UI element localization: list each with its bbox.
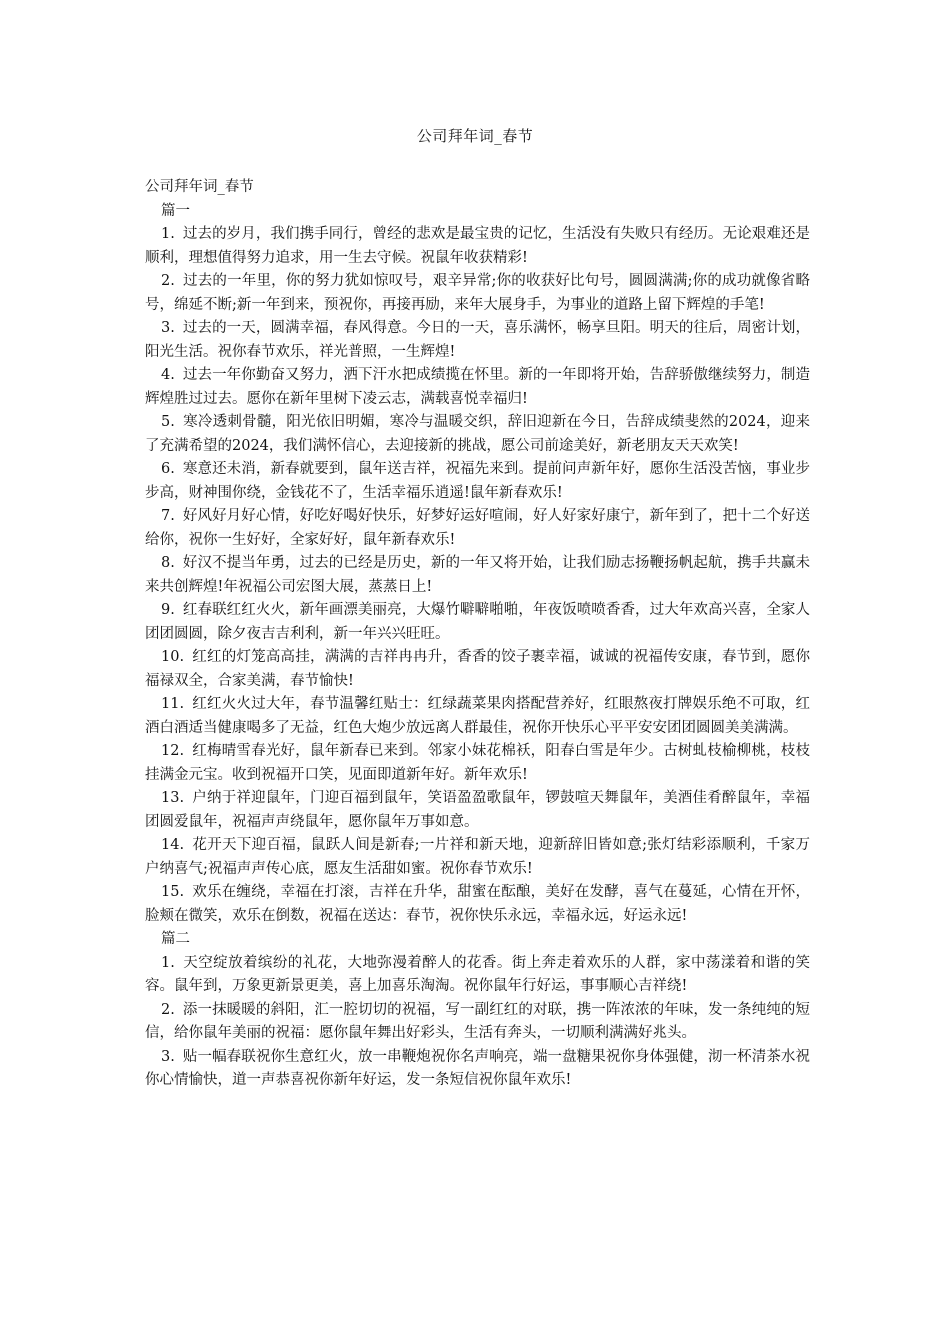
item-number: 9.	[161, 602, 175, 618]
item-number: 3.	[161, 320, 175, 336]
item-text: 贴一幅春联祝你生意红火，放一串鞭炮祝你名声响亮，端一盘糖果祝你身体强健，沏一杯清茶水祝你心情愉快，道一声恭喜祝你新年好运，发一条短信祝你鼠年欢乐!	[145, 1048, 810, 1088]
item-number: 1.	[161, 954, 175, 971]
list-item	[145, 223, 810, 270]
document-title: 公司拜年词_春节	[416, 127, 534, 145]
item-text: 户纳于祥迎鼠年，门迎百福到鼠年，笑语盈盈歌鼠年，锣鼓喧天舞鼠年，美酒佳肴醉鼠年，幸福团圆爱鼠年，祝福声声绕鼠年，愿你鼠年万事如意。	[145, 790, 810, 830]
item-number: 4.	[161, 367, 175, 383]
list-item	[145, 599, 810, 646]
item-number: 15.	[161, 884, 185, 900]
item-text: 欢乐在缠绕，幸福在打滚，吉祥在升华，甜蜜在酝酿，美好在发酵，喜气在蔓延，心情在开怀，脸颊在微笑，欢乐在倒数，祝福在送达：春节，祝你快乐永远，幸福永远，好运永远!	[145, 884, 810, 924]
item-number: 2.	[161, 1001, 175, 1018]
item-text: 过去的一天，圆满幸福，春风得意。今日的一天，喜乐满怀，畅享旦阳。明天的往后，周密计划，阳光生活。祝你春节欢乐，祥光普照，一生辉煌!	[145, 320, 810, 360]
item-number: 14.	[161, 837, 185, 853]
list-item	[145, 646, 810, 693]
list-item	[145, 740, 810, 787]
section-heading: 篇二	[161, 931, 190, 947]
item-text: 过去一年你勤奋又努力，洒下汗水把成绩揽在怀里。新的一年即将开始，告辞骄傲继续努力，制造辉煌胜过过去。愿你在新年里树下凌云志，满载喜悦幸福归!	[145, 367, 810, 407]
document-body	[145, 176, 810, 1093]
item-text: 花开天下迎百福，鼠跃人间是新春;一片祥和新天地，迎新辞旧皆如意;张灯结彩添顺利，千家万户纳喜气;祝福声声传心底，愿友生活甜如蜜。祝你春节欢乐!	[145, 837, 810, 877]
item-text: 红红的灯笼高高挂，满满的吉祥冉冉升，香香的饺子裹幸福，诚诚的祝福传安康，春节到，愿你福禄双全，合家美满，春节愉快!	[145, 649, 810, 689]
item-text: 红梅晴雪春光好，鼠年新春已来到。邻家小妹花棉袄，阳春白雪是年少。古树虬枝榆柳桃，枝枝挂满金元宝。收到祝福开口笑，见面即道新年好。新年欢乐!	[145, 743, 810, 783]
item-number: 10.	[161, 649, 185, 665]
list-item	[145, 317, 810, 364]
document-subtitle: 公司拜年词_春节	[145, 179, 254, 195]
item-text: 添一抹暖暖的斜阳，汇一腔切切的祝福，写一副红红的对联，携一阵浓浓的年味，发一条纯纯的短信，给你鼠年美丽的祝福：愿你鼠年舞出好彩头，生活有奔头，一切顺利满满好兆头。	[145, 1001, 810, 1041]
list-item	[145, 1046, 810, 1093]
list-item	[145, 458, 810, 505]
item-text: 过去的岁月，我们携手同行，曾经的悲欢是最宝贵的记忆，生活没有失败只有经历。无论艰难还是顺利，理想值得努力追求，用一生去守候。祝鼠年收获精彩!	[145, 226, 810, 266]
list-item	[145, 552, 810, 599]
list-item	[145, 881, 810, 928]
item-text: 寒冷透刺骨髓，阳光依旧明媚，寒冷与温暖交织，辞旧迎新在今日，告辞成绩斐然的2024，迎来了充满希望的2024，我们满怀信心，去迎接新的挑战，愿公司前途美好，新老朋友天天欢笑!	[145, 414, 810, 454]
list-item	[145, 411, 810, 458]
list-item	[145, 999, 810, 1046]
list-item	[145, 505, 810, 552]
item-number: 8.	[161, 555, 175, 571]
item-number: 11.	[161, 696, 185, 712]
item-text: 过去的一年里，你的努力犹如惊叹号，艰辛异常;你的收获好比句号，圆圆满满;你的成功就像省略号，绵延不断;新一年到来，预祝你，再接再励，来年大展身手，为事业的道路上留下辉煌的手笔!	[145, 273, 810, 313]
item-text: 红春联红红火火，新年画漂美丽亮，大爆竹噼噼啪啪，年夜饭喷喷香香，过大年欢高兴喜，全家人团团圆圆，除夕夜吉吉利利，新一年兴兴旺旺。	[145, 602, 810, 642]
list-item	[145, 364, 810, 411]
list-item	[145, 834, 810, 881]
item-number: 7.	[161, 508, 175, 524]
list-item	[145, 693, 810, 740]
item-number: 12.	[161, 743, 185, 759]
item-number: 13.	[161, 790, 185, 806]
section-heading: 篇一	[161, 202, 190, 219]
list-item	[145, 270, 810, 317]
item-text: 好汉不提当年勇，过去的已经是历史，新的一年又将开始，让我们励志扬鞭扬帆起航，携手共赢未来共创辉煌!年祝福公司宏图大展，蒸蒸日上!	[145, 555, 810, 595]
item-text: 寒意还未消，新春就要到，鼠年送吉祥，祝福先来到。提前问声新年好，愿你生活没苦恼，事业步步高，财神围你绕，金钱花不了，生活幸福乐逍遥!鼠年新春欢乐!	[145, 461, 810, 501]
item-number: 2.	[161, 273, 175, 289]
item-text: 好风好月好心情，好吃好喝好快乐，好梦好运好喧闹，好人好家好康宁，新年到了，把十二个好送给你，祝你一生好好，全家好好，鼠年新春欢乐!	[145, 508, 810, 548]
item-text: 红红火火过大年，春节温馨红贴士：红绿蔬菜果肉搭配营养好，红眼熬夜打牌娱乐绝不可取，红酒白酒适当健康喝多了无益，红色大炮少放远离人群最佳，祝你开快乐心平平安安团团圆圆美美满满。	[145, 696, 810, 736]
item-number: 3.	[161, 1048, 175, 1065]
item-number: 5.	[161, 414, 175, 430]
list-item	[145, 952, 810, 999]
item-text: 天空绽放着缤纷的礼花，大地弥漫着醉人的花香。街上奔走着欢乐的人群，家中荡漾着和谐的笑容。鼠年到，万象更新景更美，喜上加喜乐淘淘。祝你鼠年行好运，事事顺心吉祥绕!	[145, 954, 810, 994]
item-number: 6.	[161, 461, 175, 477]
list-item	[145, 787, 810, 834]
item-number: 1.	[161, 226, 175, 242]
